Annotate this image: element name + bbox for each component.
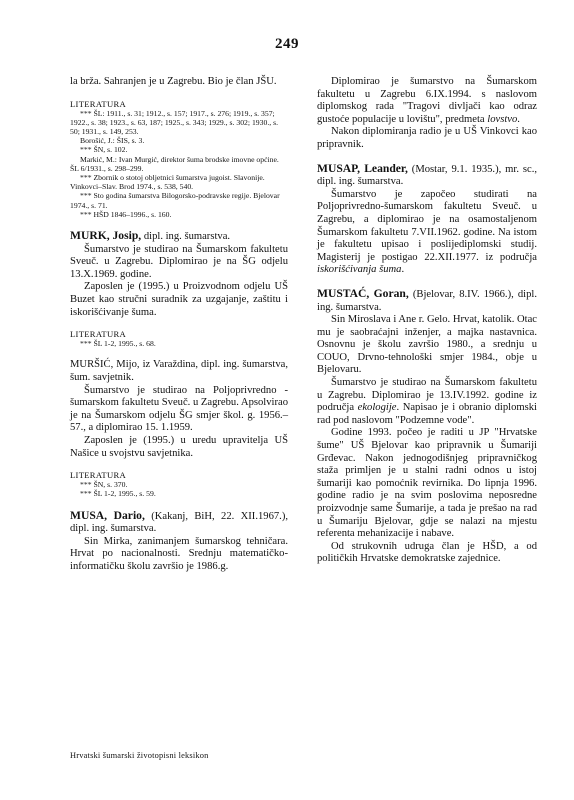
musap-text: Šumarstvo je započeo studirati na Poljoprivredno-šumarskom fakultetu Sveuč. u Zagrebu, a diplomirao je na osamostaljenom Šumarskom fakultetu 7.VII.1962. godine. Na istom je fakultetu upisao i poslijediplomski studij. Magisterij je postigao 22.XII.1977. iz područja	[317, 188, 537, 263]
entry-musap-subtitle: (Mostar, 9.1. 1935.), mr. sc., dipl. ing. šumarstva.	[317, 163, 537, 188]
right-column	[317, 76, 537, 566]
continued-text: Diplomirao je šumarstvo na Šumarskom fakultetu u Zagrebu 6.IX.1994. s naslovom diplomskog rada "Tragovi divljači kao odraz gustoće populacije u lovištu", predmeta	[317, 76, 537, 125]
headword-mustac: MUSTAĆ, Goran,	[317, 286, 409, 300]
literature-item: *** HŠD 1846–1996., s. 160.	[80, 209, 172, 219]
entry-musa-subtitle: (Kakanj, BiH, 22. XII.1967.), dipl. ing. šumarstva.	[70, 510, 288, 535]
literature-heading: LITERATURA	[70, 98, 126, 109]
literature-item: *** Sto godina šumarstva Bilogorsko-podravske regije. Bjelovar 1974., s. 71.	[70, 191, 280, 210]
entry-murk-paragraph: Šumarstvo je studirao na Šumarskom fakultetu Sveuč. u Zagrebu. Diplomirao je na ŠG odjelu 13.X.1969. godine.	[70, 243, 288, 280]
mustac-text-end: . Napisao je i obranio diplomski rad pod naslovom "Podzemne vode".	[317, 402, 538, 426]
page-number: 249	[275, 36, 299, 52]
entry-murk-paragraph: Zaposlen je (1995.) u Proizvodnom odjelu UŠ Buzet kao stručni suradnik za uzgajanje, zaštitu i iskorišćivanje šuma.	[70, 281, 288, 318]
entry-mustac-paragraph: Od strukovnih udruga član je HŠD, a od političkih Hrvatske demokratske zajednice.	[317, 540, 537, 565]
literature-item: *** ŠL 1-2, 1995., s. 59.	[80, 489, 156, 499]
continued-emphasis: lovstvo	[487, 113, 518, 125]
entry-mursic-subtitle: Mijo, iz Varaždina, dipl. ing. šumarstva, šum. savjetnik.	[70, 359, 288, 383]
entry-mustac-paragraph: Sin Miroslava i Ane r. Gelo. Hrvat, katolik. Otac mu je saobraćajni inženjer, a majka nastavnica. Osnovnu je školu završio 1980., a srednju u COUO, Drvno-tehnološki smjer 1984., obje u Bjelovaru.	[317, 314, 537, 376]
musap-emphasis: iskorišćivanja šuma	[317, 264, 402, 276]
literature-item: Markić, M.: Ivan Murgić, direktor šuma brodske imovne općine. ŠL 6/1931., s. 298–299.	[70, 154, 279, 173]
literature-heading: LITERATURA	[70, 329, 126, 340]
literature-item: Borošić, J.: ŠIS, s. 3.	[80, 136, 145, 146]
entry-musa-heading	[70, 510, 288, 536]
headword-mursic: MURŠIĆ,	[70, 359, 114, 371]
mustac-text: Šumarstvo je studirao na Šumarskom fakultetu u Zagrebu. Diplomirao je 13.IV.1992. godine iz područja	[317, 377, 537, 414]
literature-item: *** ŠN, s. 102.	[80, 145, 128, 155]
entry-mustac-paragraph	[317, 377, 537, 427]
headword-murk: MURK, Josip,	[70, 229, 142, 243]
literature-item: *** ŠN, s. 370.	[80, 480, 128, 490]
entry-mursic-paragraph: Šumarstvo je studirao na Poljoprivredno - šumarskom fakultetu Sveuč. u Zagrebu. Apsolvirao je na Šumarskom odjelu ŠG smjer škol. g. 1956.–57., a diplomirao 15. 1.1959.	[70, 384, 289, 434]
entry-musa-continued	[317, 76, 537, 126]
headword-musap: MUSAP, Leander,	[317, 161, 408, 175]
musap-end: .	[401, 264, 405, 276]
entry-mustac-heading	[317, 288, 537, 314]
entry-murk-heading	[70, 230, 288, 244]
mustac-emphasis: ekologije	[357, 402, 397, 414]
headword-musa: MUSA, Dario,	[70, 508, 145, 522]
literature-heading: LITERATURA	[70, 470, 126, 481]
entry-musap-paragraph	[317, 189, 537, 277]
entry-murk-subtitle: dipl. ing. šumarstva.	[141, 231, 231, 243]
entry-mursic-paragraph: Zaposlen je (1995.) u uredu upravitelja UŠ Našice u svojstvu savjetnika.	[70, 434, 288, 459]
entry-mustac-subtitle: (Bjelovar, 8.IV. 1966.), dipl. ing. šumarstva.	[317, 288, 537, 313]
left-column	[70, 76, 288, 574]
entry-mustac-paragraph: Godine 1993. počeo je raditi u JP "Hrvatske šume" UŠ Bjelovar kao pripravnik u Šumariji Grđevac. Nakon jednogodišnjeg pripravničkog staža primljen je u stalni radni odnos u istoj šumariji kao pomoćnik revirnika. Do lipnja 1996. godine radio je na svim poslovima neposredne proizvodnje same Šumarije, a tada je prešao na rad u Šumariju Bjelovar, gdje se nalazi na mjestu referenta mehanizacije i nabave.	[317, 427, 537, 540]
literature-item: *** Zbornik o stotoj obljetnici šumarstva jugoist. Slavonije. Vinkovci–Slav. Brod 1974., s. 538, 540.	[70, 173, 265, 192]
literature-item: *** ŠL: 1911., s. 31; 1912., s. 157; 1917., s. 276; 1919., s. 357; 1922., s. 38; 1923., s. 63, 187; 1925., s. 343; 1929., s. 302; 1930., s. 50; 1931., s. 149, 253.	[70, 108, 279, 136]
entry-musap-heading	[317, 163, 537, 189]
entry-musa-paragraph: Nakon diplomiranja radio je u UŠ Vinkovci kao pripravnik.	[317, 126, 537, 150]
literature-item: *** ŠL 1-2, 1995., s. 68.	[80, 339, 156, 349]
page-footer: Hrvatski šumarski životopisni leksikon	[70, 751, 209, 760]
entry-mursic-heading	[70, 359, 288, 384]
entry-musa-paragraph: Sin Mirka, zanimanjem šumarskog tehničara. Hrvat po nacionalnosti. Srednju matematičko-informatičku školu završio je 1986.g.	[70, 535, 288, 572]
continued-end: .	[517, 113, 520, 125]
intro-text: la brža. Sahranjen je u Zagrebu. Bio je član JŠU.	[70, 76, 277, 87]
